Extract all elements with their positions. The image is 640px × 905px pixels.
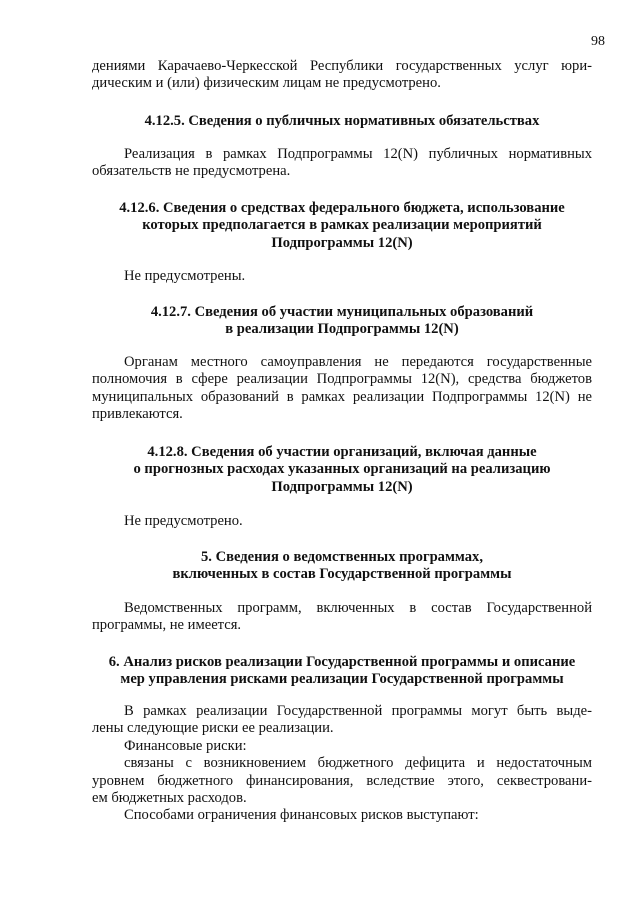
section-paragraph-6 — [92, 703, 592, 825]
section-heading-4-12-7 — [92, 304, 592, 339]
paragraph-line: ем бюджетных расходов. — [92, 790, 247, 807]
heading-line: в реализации Подпрограммы 12(N) — [225, 321, 459, 338]
paragraph-line: муниципальных образований в рамках реализации Подпрограммы 12(N) не — [92, 388, 592, 405]
section-paragraph-5 — [92, 600, 592, 635]
heading-line: включенных в состав Государственной программы — [172, 566, 512, 583]
page-number: 98 — [591, 34, 605, 49]
heading-line: 4.12.8. Сведения об участии организаций, включая данные — [147, 444, 537, 460]
heading-line: Подпрограммы 12(N) — [271, 234, 413, 251]
section-paragraph-4-12-5 — [92, 146, 592, 181]
heading-line: о прогнозных расходах указанных организаций на реализацию — [133, 461, 551, 478]
paragraph-line: лены следующие риски ее реализации. — [92, 720, 334, 737]
section-paragraph-4-12-7 — [92, 354, 592, 424]
heading-line: мер управления рисками реализации Государственной программы — [120, 671, 564, 688]
continuation-paragraph — [92, 58, 592, 93]
paragraph-line: Органам местного самоуправления не передаются государственные — [124, 354, 592, 370]
section-heading-4-12-5 — [92, 113, 592, 130]
paragraph-line: программы, не имеется. — [92, 617, 242, 634]
section-paragraph-4-12-8 — [92, 513, 592, 530]
paragraph-line: Реализация в рамках Подпрограммы 12(N) публичных нормативных — [124, 146, 592, 162]
paragraph-line: связаны с возникновением бюджетного дефицита и недостаточным — [124, 755, 592, 772]
paragraph-line: Финансовые риски: — [124, 737, 247, 754]
paragraph-line: Не предусмотрено. — [124, 513, 243, 529]
heading-line: 6. Анализ рисков реализации Государственной программы и описание — [108, 654, 576, 670]
paragraph-line: дическим и (или) физическим лицам не предусмотрено. — [92, 75, 441, 92]
paragraph-line: дениями Карачаево-Черкесской Республики государственных услуг юри- — [92, 58, 592, 74]
paragraph-line: Не предусмотрены. — [124, 268, 246, 284]
heading-line: 4.12.7. Сведения об участии муниципальных образований — [150, 304, 534, 320]
heading-line: Подпрограммы 12(N) — [271, 478, 413, 495]
heading-line: 5. Сведения о ведомственных программах, — [200, 549, 484, 565]
section-heading-4-12-6 — [92, 200, 592, 252]
paragraph-line: уровнем бюджетного финансирования, вследствие этого, секвестровани- — [92, 772, 592, 789]
paragraph-line: В рамках реализации Государственной программы могут быть выде- — [124, 703, 592, 719]
section-heading-5 — [92, 549, 592, 584]
heading-line: которых предполагается в рамках реализации мероприятий — [142, 217, 542, 234]
section-heading-6 — [92, 654, 592, 689]
paragraph-line: Способами ограничения финансовых рисков выступают: — [124, 807, 479, 824]
paragraph-line: Ведомственных программ, включенных в состав Государственной — [124, 600, 592, 616]
paragraph-line: привлекаются. — [92, 406, 183, 423]
paragraph-line: полномочия в сфере реализации Подпрограммы 12(N), средства бюджетов — [92, 371, 592, 388]
section-heading-4-12-8 — [92, 444, 592, 496]
paragraph-line: обязательств не предусмотрена. — [92, 163, 291, 180]
section-paragraph-4-12-6 — [92, 268, 592, 285]
heading-line: 4.12.6. Сведения о средствах федерального бюджета, использование — [119, 200, 565, 216]
heading-line: 4.12.5. Сведения о публичных нормативных обязательствах — [144, 113, 540, 129]
